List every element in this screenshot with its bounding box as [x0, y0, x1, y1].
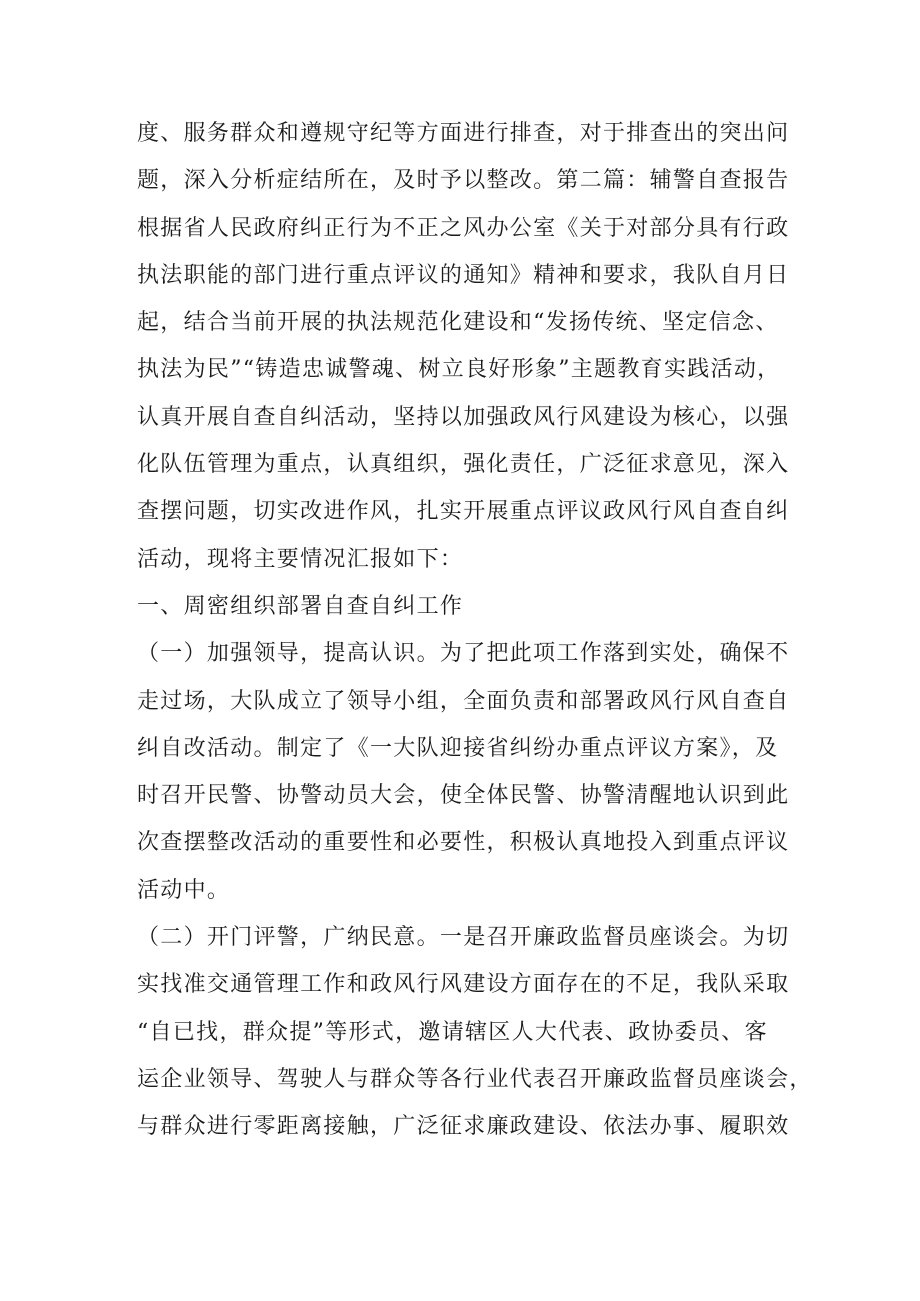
text-line: 根据省人民政府纠正行为不正之风办公室《关于对部分具有行政 [137, 215, 790, 241]
text-line: 起，结合当前开展的执法规范化建设和“发扬传统、坚定信念、 [137, 310, 779, 336]
text-line: 度、服务群众和遵规守纪等方面进行排查，对于排查出的突出问 [137, 121, 790, 146]
text-line: 纠自改活动。制定了《一大队迎接省纠纷办重点评议方案》，及 [137, 735, 779, 761]
text-line: 认真开展自查自纠活动，坚持以加强政风行风建设为核心，以强 [137, 404, 790, 430]
body-text [137, 110, 813, 1151]
text-line: 运企业领导、驾驶人与群众等各行业代表召开廉政监督员座谈会， [137, 1066, 813, 1092]
text-line: 时召开民警、协警动员大会，使全体民警、协警清醒地认识到此 [137, 783, 790, 809]
text-line: 活动，现将主要情况汇报如下： [137, 546, 464, 572]
text-line: 执法为民”“铸造忠诚警魂、树立良好形象”主题教育实践活动， [137, 357, 781, 383]
section-heading: 一、周密组织部署自查自纠工作 [137, 593, 464, 619]
text-line: “自已找，群众提”等形式，邀请辖区人大代表、政协委员、客 [137, 1019, 768, 1045]
text-line: 次查摆整改活动的重要性和必要性，积极认真地投入到重点评议 [137, 830, 790, 856]
text-line: 化队伍管理为重点，认真组织，强化责任，广泛征求意见，深入 [137, 452, 790, 478]
text-line: 活动中。 [137, 877, 231, 903]
text-line: 题，深入分析症结所在，及时予以整改。第二篇：辅警自查报告 [137, 168, 790, 194]
text-line: 与群众进行零距离接触，广泛征求廉政建设、依法办事、履职效 [137, 1114, 790, 1140]
text-line: （一）加强领导，提高认识。为了把此项工作落到实处，确保不 [137, 641, 790, 667]
text-line: 走过场，大队成立了领导小组，全面负责和部署政风行风自查自 [137, 688, 790, 714]
text-line: 实找准交通管理工作和政风行风建设方面存在的不足，我队采取 [137, 972, 790, 998]
text-line: （二）开门评警，广纳民意。一是召开廉政监督员座谈会。为切 [137, 925, 790, 951]
text-line: 查摆问题，切实改进作风，扎实开展重点评议政风行风自查自纠 [137, 499, 790, 525]
text-line: 执法职能的部门进行重点评议的通知》精神和要求，我队自月日 [137, 262, 790, 288]
